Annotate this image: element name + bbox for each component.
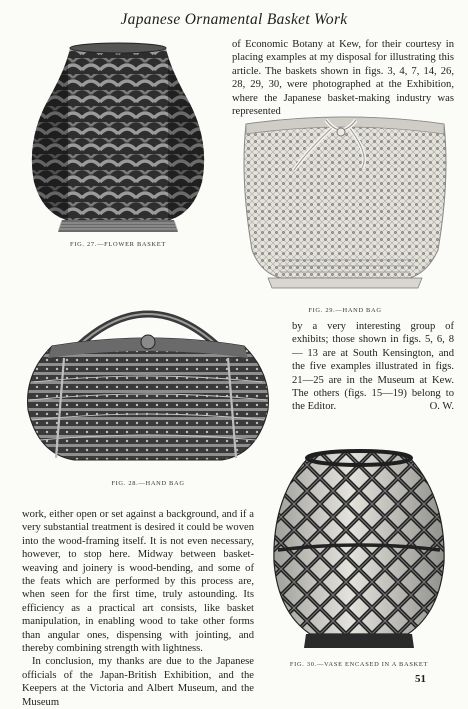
fig29-hand-bag-image — [238, 110, 452, 290]
fig30-caption: FIG. 30.—VASE ENCASED IN A BASKET — [289, 661, 429, 668]
fig29-caption: FIG. 29.—HAND BAG — [308, 307, 382, 314]
article-text-mid-right — [292, 320, 454, 414]
article-text-bottom-left — [22, 508, 254, 709]
article-text-top-right: of Economic Botany at Kew, for their courtesy in placing examples at my disposal for illustrating this article. The baskets shown in figs. 3, 4, 7, 14, 26, 28, 29, 30, were photographed at the Exhibition, where the Japanese basket-making industry was represented — [232, 39, 454, 118]
running-title: Japanese Ornamental Basket Work — [120, 11, 348, 28]
page-number: 51 — [415, 673, 426, 685]
fig28-caption: FIG. 28.—HAND BAG — [111, 480, 185, 487]
mid-right-paragraph: by a very interesting group of exhibits; those shown in figs. 5, 6, 8— 13 are at South Kensington, and the five examples illustrated in figs. 21—25 are in the Museum at Kew. The others (figs. 15—19) belong to the Editor. — [292, 321, 454, 413]
fig28-hand-bag-image — [22, 282, 274, 468]
bottom-left-paragraph-1: work, either open or set against a background, and if a very substantial treatment is desired it could be woven into the wood-framing itself. It is not even necessary, however, to stop here. Midway between basket-weaving and joinery is wood-bending, and some of the feats which are performed by this process are, when seen for the first time, truly astounding. Its efficiency as a practical art consists, like basket manipulation, in enabling wood to take other forms than angular ones, dispensing with jointing, and thereby combining strength with lightness. — [22, 509, 254, 655]
author-signature: O. W. — [429, 401, 454, 413]
fig27-caption: FIG. 27.—FLOWER BASKET — [70, 241, 166, 248]
fig27-flower-basket-image — [28, 42, 208, 234]
fig30-vase-in-basket-image — [268, 452, 450, 652]
bottom-left-paragraph-2: In conclusion, my thanks are due to the Japanese officials of the Japan-British Exhibition, and the Keepers at the Victoria and Albert Museum, and the Museum — [22, 656, 254, 708]
